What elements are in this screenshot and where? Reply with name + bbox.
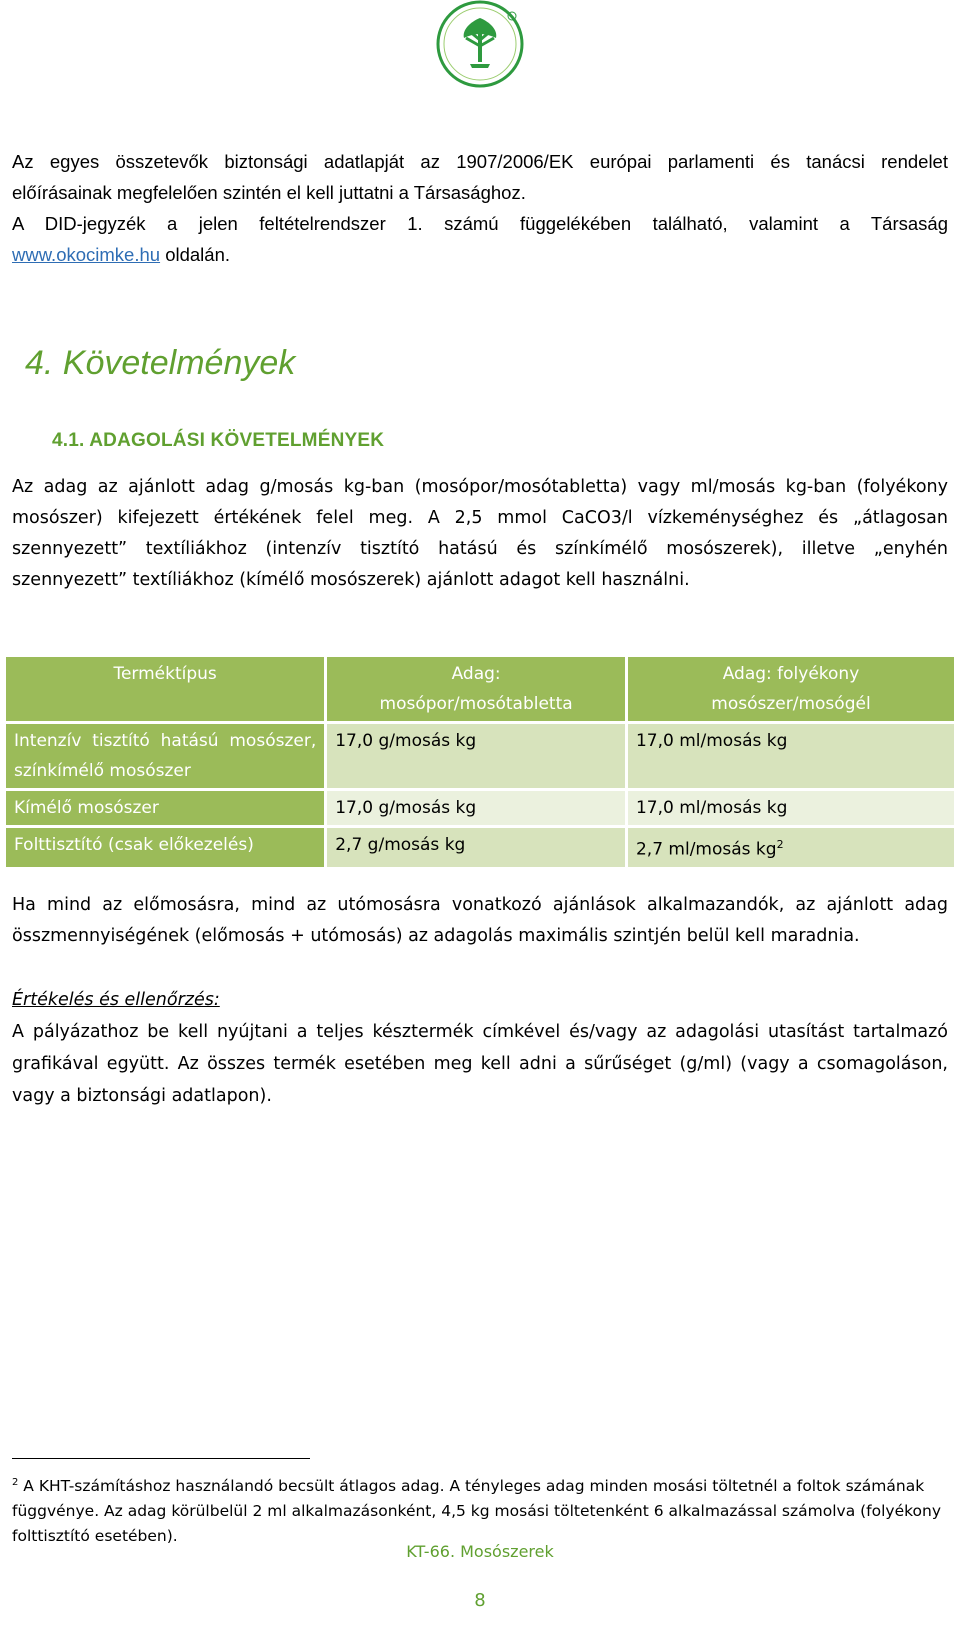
row-powder-dose: 2,7 g/mosás kg xyxy=(327,828,625,867)
row-liquid-dose: 2,7 ml/mosás kg xyxy=(635,839,777,860)
intro-line-4 xyxy=(12,239,948,270)
header-product-type: Terméktípus xyxy=(6,657,324,721)
header-powder: Adag: mosópor/mosótabletta xyxy=(327,657,625,721)
intro-line-3: A DID-jegyzék a jelen feltételrendszer 1. számú függelékében található, valamint a Társaság xyxy=(12,213,948,234)
table-row xyxy=(6,724,954,788)
row-product-type: Intenzív tisztító hatású mosószer, színkímélő mosószer xyxy=(6,724,324,788)
intro-line-2: előírásainak megfelelően szintén el kell juttatni a Társasághoz. xyxy=(12,182,526,203)
ecolabel-logo xyxy=(432,0,528,96)
row-powder-dose: 17,0 g/mosás kg xyxy=(327,791,625,825)
table-row xyxy=(6,791,954,825)
page-number: 8 xyxy=(474,1590,486,1611)
table-row xyxy=(6,828,954,867)
row-product-type: Folttisztító (csak előkezelés) xyxy=(6,828,324,867)
row-liquid-dose: 17,0 ml/mosás kg xyxy=(628,724,954,788)
evaluation-text: A pályázathoz be kell nyújtani a teljes késztermék címkével és/vagy az adagolási utasítást tartalmazó grafikával együtt. Az összes termék esetében meg kell adni a sűrűséget (g/ml) (vagy a csomagoláson, vagy a biztonsági adatlapon). xyxy=(12,1022,948,1106)
subsection-title: 4.1. ADAGOLÁSI KÖVETELMÉNYEK xyxy=(52,430,385,451)
row-powder-dose: 17,0 g/mosás kg xyxy=(327,724,625,788)
intro-line-4-rest: oldalán. xyxy=(160,244,231,265)
okocimke-link[interactable]: www.okocimke.hu xyxy=(12,244,161,265)
evaluation-heading: Értékelés és ellenőrzés: xyxy=(12,990,220,1010)
footnote xyxy=(12,1470,942,1549)
section-title: 4. Követelmények xyxy=(25,344,296,382)
intro-line-1: Az egyes összetevők biztonsági adatlapját az 1907/2006/EK európai parlamenti és tanácsi rendelet xyxy=(12,151,948,172)
footnote-separator xyxy=(12,1458,310,1459)
row-product-type: Kímélő mosószer xyxy=(6,791,324,825)
footnote-marker: 2 xyxy=(12,1477,19,1488)
dosage-table xyxy=(3,654,957,870)
row-liquid-dose: 17,0 ml/mosás kg xyxy=(628,791,954,825)
row-liquid-dose-cell xyxy=(628,828,954,867)
dosage-paragraph: Az adag az ajánlott adag g/mosás kg-ban (mosópor/mosótabletta) vagy ml/mosás kg-ban (folyékony mosószer) kifejezett értékének felel meg. A 2,5 mmol CaCO3/l vízkeménységhez és „átlagosan szennyezett” textíliákhoz (intenzív tisztító hatású és színkímélő mosószerek), illetve „enyhén szennyezett” textíliákhoz (kímélő mosószerek) ajánlott adagot kell használni. xyxy=(12,477,948,590)
header-liquid: Adag: folyékony mosószer/mosógél xyxy=(628,657,954,721)
pre-post-wash-paragraph: Ha mind az előmosásra, mind az utómosásra vonatkozó ajánlások alkalmazandók, az ajánlott adag összmennyiségének (előmosás + utómosás) az adagolás maximális szintjén belül kell maradnia. xyxy=(12,895,948,946)
footnote-ref: 2 xyxy=(776,838,784,851)
footer-label: KT-66. Mosószerek xyxy=(406,1542,554,1561)
footnote-text: A KHT-számításhoz használandó becsült átlagos adag. A tényleges adag minden mosási töltetnél a foltok számának függvénye. Az adag körülbelül 2 ml alkalmazásonként, 4,5 kg mosási töltetenként 6 alkalmazással számolva (folyékony folttisztító esetében). xyxy=(12,1477,942,1546)
table-header-row xyxy=(6,657,954,721)
